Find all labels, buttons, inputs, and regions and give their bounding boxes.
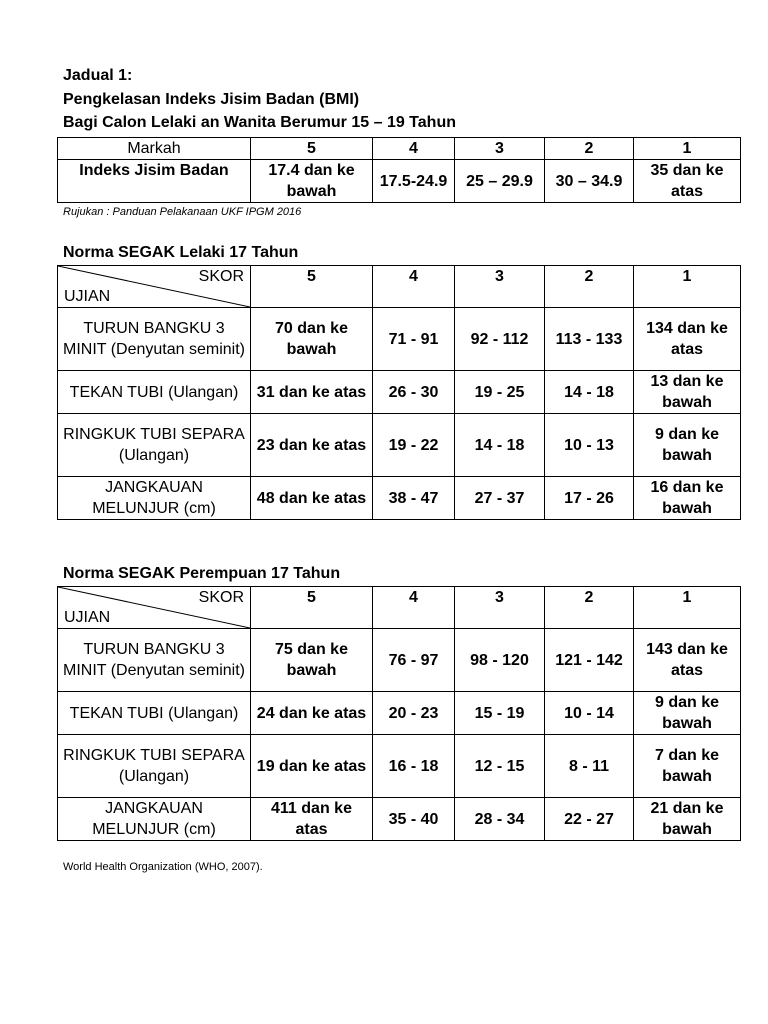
female-cell: 121 - 142 — [545, 629, 634, 692]
female-cell: 22 - 27 — [545, 798, 634, 841]
female-cell: 143 dan ke atas — [634, 629, 741, 692]
male-cell: 16 dan ke bawah — [634, 477, 741, 520]
bmi-cell: 35 dan ke atas — [634, 160, 741, 203]
skor-label: SKOR — [198, 268, 244, 285]
male-score-header: 4 — [373, 266, 455, 308]
male-cell: 48 dan ke atas — [251, 477, 373, 520]
female-cell: 19 dan ke atas — [251, 735, 373, 798]
table1-label: Jadual 1: — [63, 67, 133, 84]
female-header-row — [58, 587, 741, 629]
male-cell: 38 - 47 — [373, 477, 455, 520]
female-cell: 9 dan ke bawah — [634, 692, 741, 735]
male-score-header: 3 — [455, 266, 545, 308]
female-row — [58, 798, 741, 841]
male-cell: 19 - 22 — [373, 414, 455, 477]
bmi-header-cell: 1 — [634, 138, 741, 160]
female-score-header: 5 — [251, 587, 373, 629]
female-cell: 35 - 40 — [373, 798, 455, 841]
female-norms-table — [57, 586, 741, 841]
male-cell: 70 dan ke bawah — [251, 308, 373, 371]
male-test-name: TEKAN TUBI (Ulangan) — [58, 371, 251, 414]
male-test-name: JANGKAUAN MELUNJUR (cm) — [58, 477, 251, 520]
skor-label: SKOR — [198, 589, 244, 606]
male-score-header: 5 — [251, 266, 373, 308]
male-cell: 27 - 37 — [455, 477, 545, 520]
male-cell: 9 dan ke bawah — [634, 414, 741, 477]
male-corner-cell — [58, 266, 251, 308]
male-row — [58, 414, 741, 477]
male-cell: 17 - 26 — [545, 477, 634, 520]
male-cell: 19 - 25 — [455, 371, 545, 414]
female-test-name: TEKAN TUBI (Ulangan) — [58, 692, 251, 735]
male-cell: 134 dan ke atas — [634, 308, 741, 371]
male-cell: 113 - 133 — [545, 308, 634, 371]
female-cell: 12 - 15 — [455, 735, 545, 798]
male-row — [58, 308, 741, 371]
male-test-name: TURUN BANGKU 3 MINIT (Denyutan seminit) — [58, 308, 251, 371]
female-cell: 75 dan ke bawah — [251, 629, 373, 692]
female-test-name: TURUN BANGKU 3 MINIT (Denyutan seminit) — [58, 629, 251, 692]
male-cell: 14 - 18 — [455, 414, 545, 477]
female-score-header: 2 — [545, 587, 634, 629]
male-cell: 31 dan ke atas — [251, 371, 373, 414]
bmi-data-row — [58, 160, 741, 203]
male-cell: 23 dan ke atas — [251, 414, 373, 477]
male-row — [58, 477, 741, 520]
male-score-header: 1 — [634, 266, 741, 308]
male-row — [58, 371, 741, 414]
female-corner-cell — [58, 587, 251, 629]
ujian-label: UJIAN — [64, 288, 111, 305]
female-cell: 8 - 11 — [545, 735, 634, 798]
female-cell: 21 dan ke bawah — [634, 798, 741, 841]
bmi-header-cell: 4 — [373, 138, 455, 160]
male-table-title: Norma SEGAK Lelaki 17 Tahun — [63, 244, 299, 261]
table1-subtitle: Bagi Calon Lelaki an Wanita Berumur 15 – 19 Tahun — [63, 114, 456, 131]
bmi-cell: 25 – 29.9 — [455, 160, 545, 203]
bmi-header-cell: 5 — [251, 138, 373, 160]
female-row — [58, 629, 741, 692]
bmi-table — [57, 137, 741, 203]
female-cell: 20 - 23 — [373, 692, 455, 735]
bmi-row-label: Indeks Jisim Badan — [58, 160, 251, 203]
male-cell: 26 - 30 — [373, 371, 455, 414]
male-cell: 13 dan ke bawah — [634, 371, 741, 414]
female-table-title: Norma SEGAK Perempuan 17 Tahun — [63, 565, 341, 582]
female-cell: 28 - 34 — [455, 798, 545, 841]
female-cell: 7 dan ke bawah — [634, 735, 741, 798]
bmi-cell: 30 – 34.9 — [545, 160, 634, 203]
male-header-row — [58, 266, 741, 308]
male-cell: 71 - 91 — [373, 308, 455, 371]
female-score-header: 4 — [373, 587, 455, 629]
table1-reference: Rujukan : Panduan Pelakanaan UKF IPGM 2016 — [63, 206, 302, 218]
female-score-header: 1 — [634, 587, 741, 629]
male-cell: 10 - 13 — [545, 414, 634, 477]
table1-title: Pengkelasan Indeks Jisim Badan (BMI) — [63, 91, 360, 108]
bmi-cell: 17.5-24.9 — [373, 160, 455, 203]
female-row — [58, 735, 741, 798]
bmi-header-row — [58, 138, 741, 160]
female-cell: 24 dan ke atas — [251, 692, 373, 735]
female-cell: 16 - 18 — [373, 735, 455, 798]
male-cell: 92 - 112 — [455, 308, 545, 371]
male-test-name: RINGKUK TUBI SEPARA (Ulangan) — [58, 414, 251, 477]
female-cell: 76 - 97 — [373, 629, 455, 692]
female-test-name: RINGKUK TUBI SEPARA (Ulangan) — [58, 735, 251, 798]
female-score-header: 3 — [455, 587, 545, 629]
female-cell: 15 - 19 — [455, 692, 545, 735]
source-citation: World Health Organization (WHO, 2007). — [63, 861, 263, 873]
female-row — [58, 692, 741, 735]
bmi-header-cell: 3 — [455, 138, 545, 160]
female-cell: 10 - 14 — [545, 692, 634, 735]
bmi-header-cell: 2 — [545, 138, 634, 160]
female-cell: 411 dan ke atas — [251, 798, 373, 841]
bmi-cell: 17.4 dan ke bawah — [251, 160, 373, 203]
male-cell: 14 - 18 — [545, 371, 634, 414]
bmi-header-cell: Markah — [58, 138, 251, 160]
male-norms-table — [57, 265, 741, 520]
ujian-label: UJIAN — [64, 609, 111, 626]
male-score-header: 2 — [545, 266, 634, 308]
female-test-name: JANGKAUAN MELUNJUR (cm) — [58, 798, 251, 841]
female-cell: 98 - 120 — [455, 629, 545, 692]
